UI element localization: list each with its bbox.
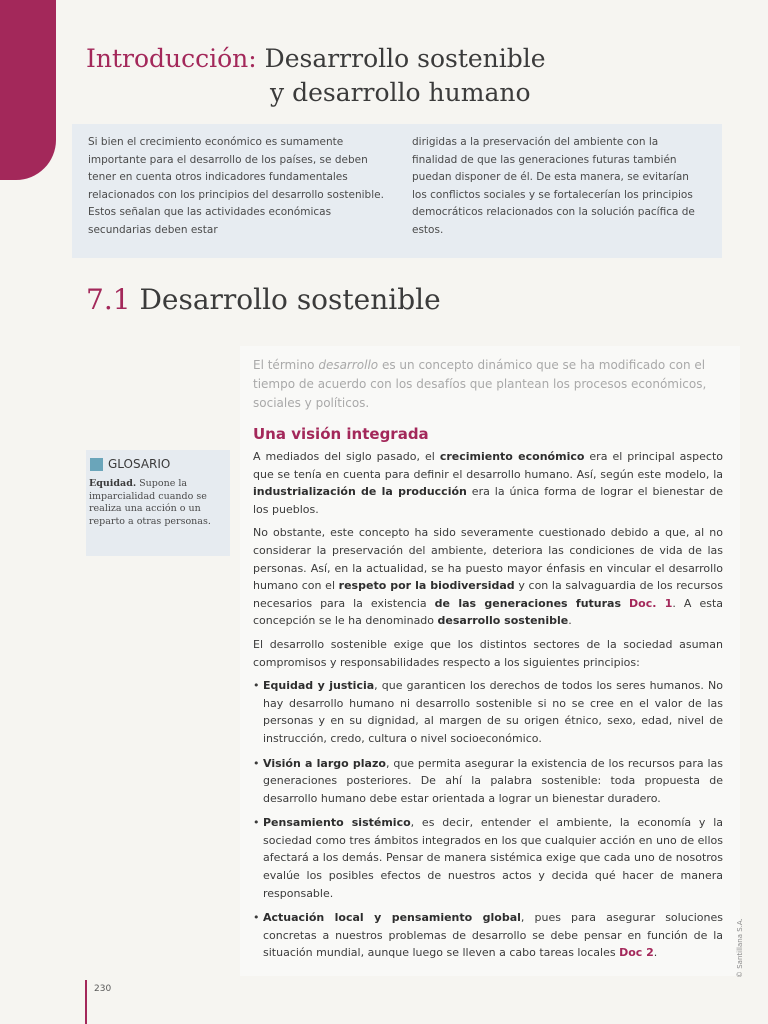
copyright-notice: © Santillana S.A.	[736, 918, 744, 978]
title-line-1: Desarrrollo sostenible	[264, 44, 546, 73]
paragraph-2: No obstante, este concepto ha sido severamente cuestionado debido a que, al no considerar la preservación del ambiente, deteriora las condiciones de vida de las personas. Así, en la actualidad, se ha puesto mayor énfasis en vincular el desarrollo humano con el respeto por la biodiversidad y con la salvaguardia de los recursos necesarios para la existencia de las generaciones futuras Doc. 1. A esta concepción se le ha denominado desarrollo sostenible.	[253, 526, 724, 628]
list-item: • Visión a largo plazo, que permita asegurar la existencia de los recursos para las generaciones posteriores. De ahí la palabra sostenible: toda propuesta de desarrollo humano debe estar orientada a lograr un bienestar duradero.	[253, 755, 723, 808]
page-title	[86, 42, 546, 110]
principles-list	[253, 677, 723, 962]
doc-1-reference: Doc. 1	[629, 596, 673, 610]
page-number-bar	[85, 980, 87, 1024]
section-title	[86, 282, 441, 318]
title-highlight: Introducción:	[86, 44, 257, 73]
section-number: 7.1	[86, 283, 131, 316]
paragraph-1: A mediados del siglo pasado, el crecimiento económico era el principal aspecto que se tenía en cuenta para definir el desarrollo humano. Así, según este modelo, la industrialización de la producción era la única forma de lograr el bienestar de los pueblos.	[253, 450, 724, 516]
doc-2-reference: Doc 2	[619, 946, 654, 960]
glossary-term: Equidad.	[89, 478, 137, 489]
body-text	[253, 448, 723, 969]
list-item: • Pensamiento sistémico, es decir, entender el ambiente, la economía y la sociedad como tres ámbitos integrados en los que cualquier acción en uno de ellos afectará a los demás. Pensar de manera sistémica exige que cada uno de nosotros evalúe los posibles efectos de nuestros actos y decida qué hacer de manera responsable.	[253, 814, 723, 902]
chapter-tab-marker	[0, 0, 56, 180]
glossary-book-icon	[90, 458, 103, 471]
glossary-box	[86, 450, 230, 556]
lead-italic-term: desarrollo	[318, 358, 379, 372]
lead-paragraph	[253, 356, 723, 413]
section-title-text: Desarrollo sostenible	[139, 283, 441, 316]
intro-column-left: Si bien el crecimiento económico es sumamente importante para el desarrollo de los países, se deben tener en cuenta otros indicadores fundamentales relacionados con los principios del desarrollo sostenible. Estos señalan que las actividades económicas secundarias deben estar	[88, 136, 384, 236]
glossary-title: GLOSARIO	[108, 457, 171, 471]
subheading: Una visión integrada	[253, 425, 429, 443]
list-item: • Equidad y justicia, que garanticen los derechos de todos los seres humanos. No hay desarrollo humano ni desarrollo sostenible si no se cree en el valor de las personas y en su dignidad, al margen de su origen étnico, sexo, edad, nivel de instrucción, credo, cultura o nivel socioeconómico.	[253, 677, 723, 747]
page-number: 230	[94, 984, 112, 994]
glossary-header	[90, 456, 170, 472]
lead-text-after: es un concepto dinámico que se ha modificado con el tiempo de acuerdo con los desafíos que plantean los procesos económicos, sociales y políticos.	[253, 358, 707, 410]
glossary-definition: Equidad. Supone la imparcialidad cuando se realiza una acción o un reparto a otras personas.	[89, 478, 211, 527]
title-line-2: y desarrollo humano	[270, 78, 531, 107]
paragraph-3: El desarrollo sostenible exige que los distintos sectores de la sociedad asuman compromisos y responsabilidades respecto a los siguientes principios:	[253, 637, 723, 669]
intro-column-right: dirigidas a la preservación del ambiente con la finalidad de que las generaciones futuras también puedan disponer de él. De esta manera, se evitarían los conflictos sociales y se fortalecerían los principios democráticos relacionados con la solución pacífica de estos.	[412, 136, 695, 236]
list-item: • Actuación local y pensamiento global, pues para asegurar soluciones concretas a nuestros problemas de desarrollo se debe pensar en función de la situación mundial, aunque luego se lleven a cabo tareas locales Doc 2.	[253, 909, 723, 962]
lead-text-before: El término	[253, 358, 319, 372]
